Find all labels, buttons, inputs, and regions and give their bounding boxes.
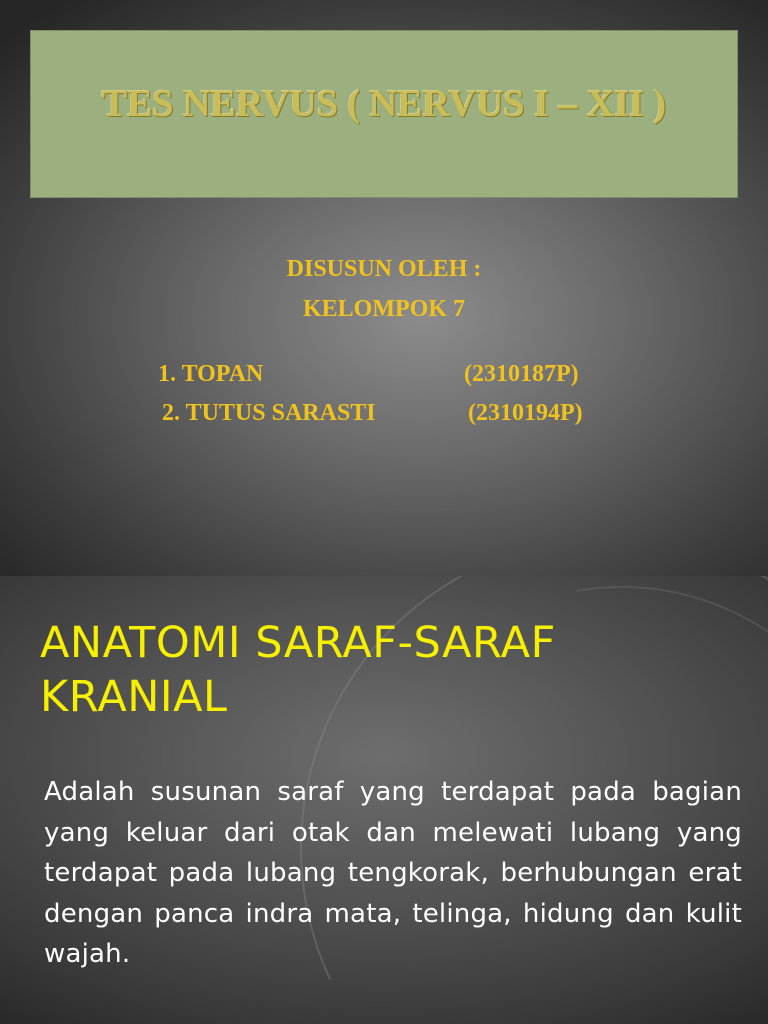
title-box [30, 30, 738, 198]
group-label: KELOMPOK 7 [303, 296, 465, 322]
member-id: (2310187P) [464, 361, 579, 387]
slide-title: TES NERVUS ( NERVUS I – XII ) [101, 83, 667, 125]
member-name: 1. TOPAN [158, 361, 264, 387]
slide-heading: ANATOMI SARAF-SARAF KRANIAL [40, 618, 556, 722]
slide-body-text: Adalah susunan saraf yang terdapat pada bagian yang keluar dari otak dan melewati lubang yang terdapat pada lubang tengkorak, berhubungan erat dengan panca indra mata, telinga, hidung dan kulit wajah. [44, 777, 742, 969]
prepared-by-label: DISUSUN OLEH : [286, 256, 482, 282]
member-id: (2310194P) [468, 400, 583, 426]
content-slide [0, 576, 768, 1024]
member-name: 2. TUTUS SARASTI [162, 400, 376, 426]
